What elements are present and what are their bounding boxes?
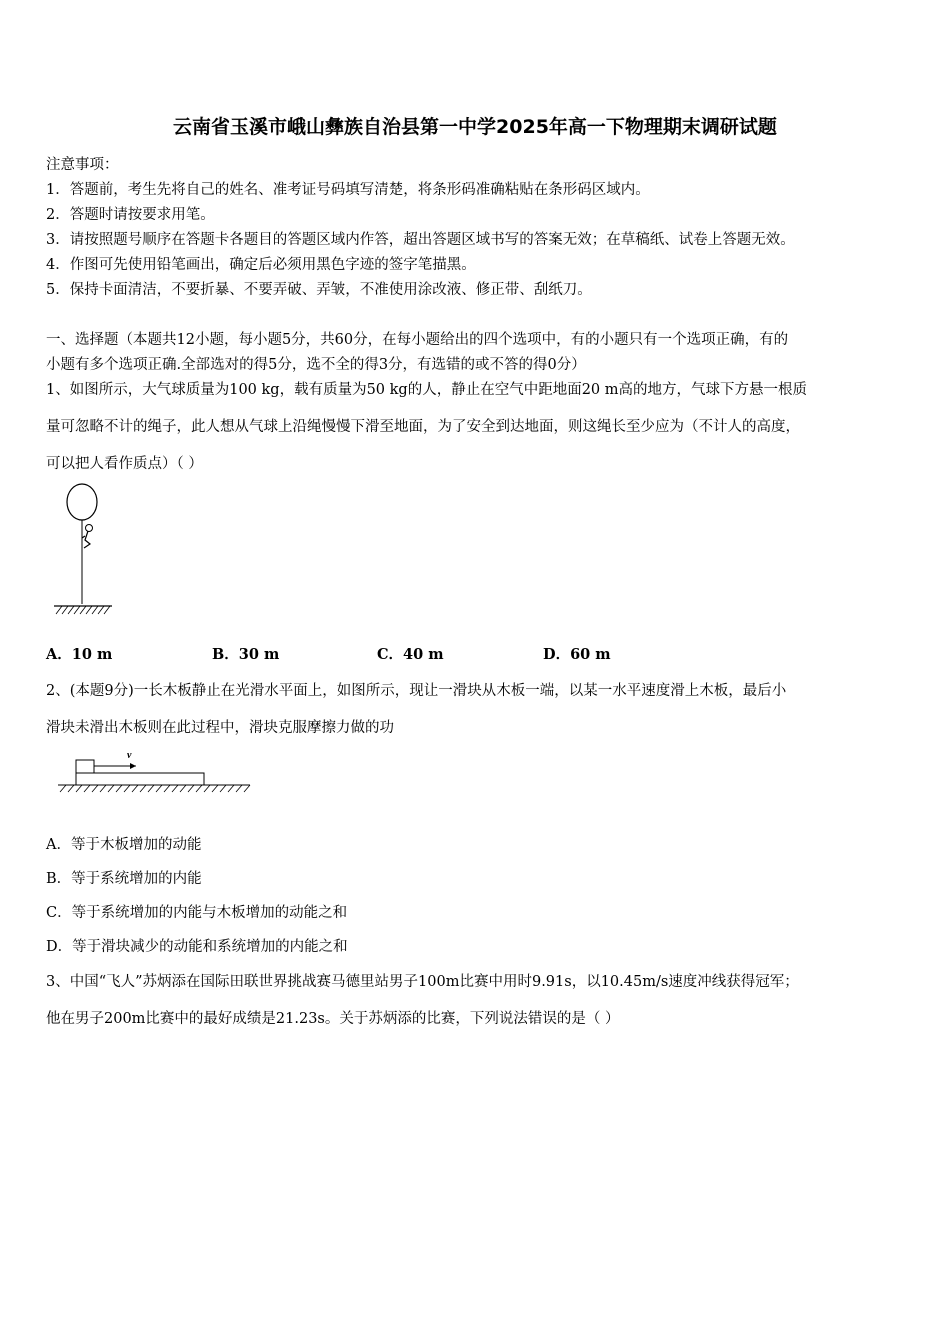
balloon-shape (67, 484, 97, 520)
q1-balloon-figure (52, 482, 116, 616)
ground-hatch (60, 785, 250, 792)
q1-text-line2: 量可忽略不计的绳子，此人想从气球上沿绳慢慢下滑至地面，为了安全到达地面，则这绳长至少应为（不计人的高度， (46, 419, 800, 435)
q1-option-c[interactable]: C．40 m (377, 646, 444, 663)
velocity-label: v (127, 750, 132, 761)
page-title: 云南省玉溪市峨山彝族自治县第一中学2025年高一下物理期末调研试题 (173, 116, 777, 138)
notice-item: 4．作图可先使用铅笔画出，确定后必须用黑色字迹的签字笔描黑。 (46, 257, 476, 273)
section-heading-line1: 一、选择题（本题共12小题，每小题5分，共60分，在每小题给出的四个选项中，有的小题只有一个选项正确，有的 (46, 332, 789, 348)
notice-item: 5．保持卡面清洁，不要折暴、不要弄破、弄皱，不准使用涂改液、修正带、刮纸刀。 (46, 282, 592, 298)
q2-option-c[interactable] (46, 901, 347, 922)
section-heading-line2: 小题有多个选项正确.全部选对的得5分，选不全的得3分，有选错的或不答的得0分） (46, 357, 586, 373)
q2-board-figure (56, 744, 256, 794)
notice-heading: 注意事项： (46, 157, 119, 173)
q2-option-a-text: A．等于木板增加的动能 (46, 837, 202, 853)
q1-option-d[interactable]: D．60 m (543, 646, 611, 663)
q2-option-d[interactable] (46, 935, 348, 956)
slider-block (76, 760, 94, 773)
q2-text-line1: 2、(本题9分)一长木板静止在光滑水平面上，如图所示，现让一滑块从木板一端，以某一水平速度滑上木板，最后小 (46, 683, 787, 699)
notice-item: 3．请按照题号顺序在答题卡各题目的答题区域内作答，超出答题区域书写的答案无效；在草稿纸、试卷上答题无效。 (46, 232, 795, 248)
q2-option-d-text: D．等于滑块减少的动能和系统增加的内能之和 (46, 939, 348, 955)
q2-option-b[interactable] (46, 867, 202, 888)
q1-option-b[interactable]: B．30 m (212, 646, 280, 663)
board (76, 773, 204, 785)
q2-option-b-text: B．等于系统增加的内能 (46, 871, 202, 887)
person-head (86, 525, 93, 532)
person-body (82, 531, 90, 548)
q1-option-a[interactable]: A．10 m (46, 646, 113, 663)
q3-text-line1: 3、中国“飞人”苏炳添在国际田联世界挑战赛马德里站男子100m比赛中用时9.91s，以10.45m/s速度冲线获得冠军； (46, 974, 799, 990)
q2-text-line2: 滑块未滑出木板则在此过程中，滑块克服摩擦力做的功 (46, 720, 394, 736)
ground-hatch (56, 606, 110, 614)
q1-text-line3: 可以把人看作质点）（ ） (46, 456, 203, 472)
notice-item: 2．答题时请按要求用笔。 (46, 207, 215, 223)
q2-option-c-text: C．等于系统增加的内能与木板增加的动能之和 (46, 905, 348, 921)
q2-option-a[interactable] (46, 833, 201, 854)
velocity-arrowhead (130, 763, 136, 769)
notice-item: 1．答题前，考生先将自己的姓名、准考证号码填写清楚，将条形码准确粘贴在条形码区域内。 (46, 182, 650, 198)
q3-text-line2: 他在男子200m比赛中的最好成绩是21.23s。关于苏炳添的比赛，下列说法错误的是（ ） (46, 1011, 620, 1027)
q1-text-line1: 1、如图所示，大气球质量为100 kg，载有质量为50 kg的人，静止在空气中距地面20 m高的地方，气球下方悬一根质 (46, 382, 808, 398)
